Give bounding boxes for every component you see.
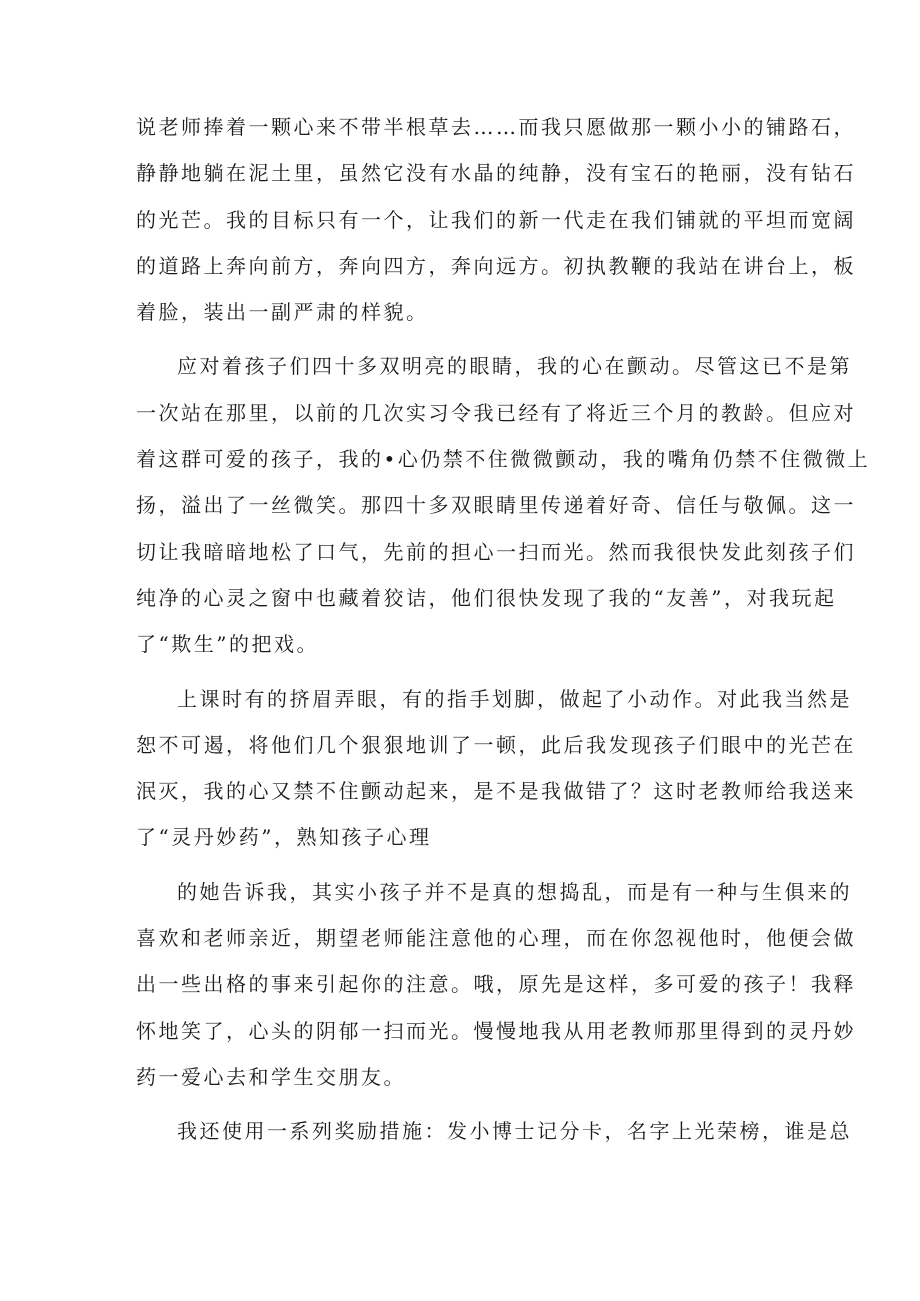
paragraph [136,676,856,861]
paragraph-gap [136,668,786,676]
text-line: 的道路上奔向前方，奔向四方，奔向远方。初执教鞭的我站在讲台上，板 [136,253,856,278]
text-line: 静静地躺在泥土里，虽然它没有水晶的纯静，没有宝石的艳丽，没有钻石 [136,161,856,186]
text-line: 了“灵丹妙药”，熟知孩子心理 [136,825,432,850]
text-line: 应对着孩子们四十多双明亮的眼睛，我的心在颤动。尽管这已不是第 [177,354,852,379]
text-line: 出一些出格的事来引起你的注意。哦，原先是这样，多可爱的孩子！我释 [136,972,856,997]
text-line: 上课时有的挤眉弄眼，有的指手划脚，做起了小动作。对此我当然是 [177,686,852,711]
text-line: 怀地笑了，心头的阴郁一扫而光。慢慢地我从用老教师那里得到的灵丹妙 [136,1018,856,1043]
paragraph-gap [136,861,786,869]
paragraph [136,104,856,335]
text-line: 着脸，装出一副严肃的样貌。 [136,300,429,325]
text-line: 药一爱心去和学生交朋友。 [136,1064,406,1089]
paragraph-gap [136,335,786,343]
text-line: 说老师捧着一颗心来不带半根草去……而我只愿做那一颗小小的铺路石， [136,115,856,139]
text-line: 扬，溢出了一丝微笑。那四十多双眼睛里传递着好奇、信任与敬佩。这一 [136,493,856,518]
text-line: 一次站在那里，以前的几次实习令我已经有了将近三个月的教龄。但应对 [136,400,856,425]
text-line: 的她告诉我，其实小孩子并不是真的想捣乱，而是有一种与生俱来的 [177,879,852,904]
text-line: 纯净的心灵之窗中也藏着狡诘，他们很快发现了我的“友善”，对我玩起 [136,585,837,610]
text-line: 泯灭，我的心又禁不住颤动起来，是不是我做错了？这时老教师给我送来 [136,779,856,804]
text-line: 恕不可遏，将他们几个狠狠地训了一顿，此后我发现孩子们眼中的光芒在 [136,732,856,757]
text-line: 着这群可爱的孩子，我的•心仍禁不住微微颤动，我的嘴角仍禁不住微微上 [136,447,871,472]
document-body [136,104,871,1155]
text-line: 的光芒。我的目标只有一个，让我们的新一代走在我们铺就的平坦而宽阔 [136,207,856,232]
text-line: 我还使用一系列奖励措施：发小博士记分卡，名字上光荣榜，谁是总 [177,1119,852,1144]
text-line: 了“欺生”的把戏。 [136,632,319,657]
paragraph [136,869,856,1100]
paragraph [136,1108,852,1154]
paragraph-gap [136,1100,786,1108]
text-line: 切让我暗暗地松了口气，先前的担心一扫而光。然而我很快发此刻孩子们 [136,539,856,564]
paragraph [136,343,871,667]
text-line: 喜欢和老师亲近，期望老师能注意他的心理，而在你忽视他时，他便会做 [136,926,856,951]
